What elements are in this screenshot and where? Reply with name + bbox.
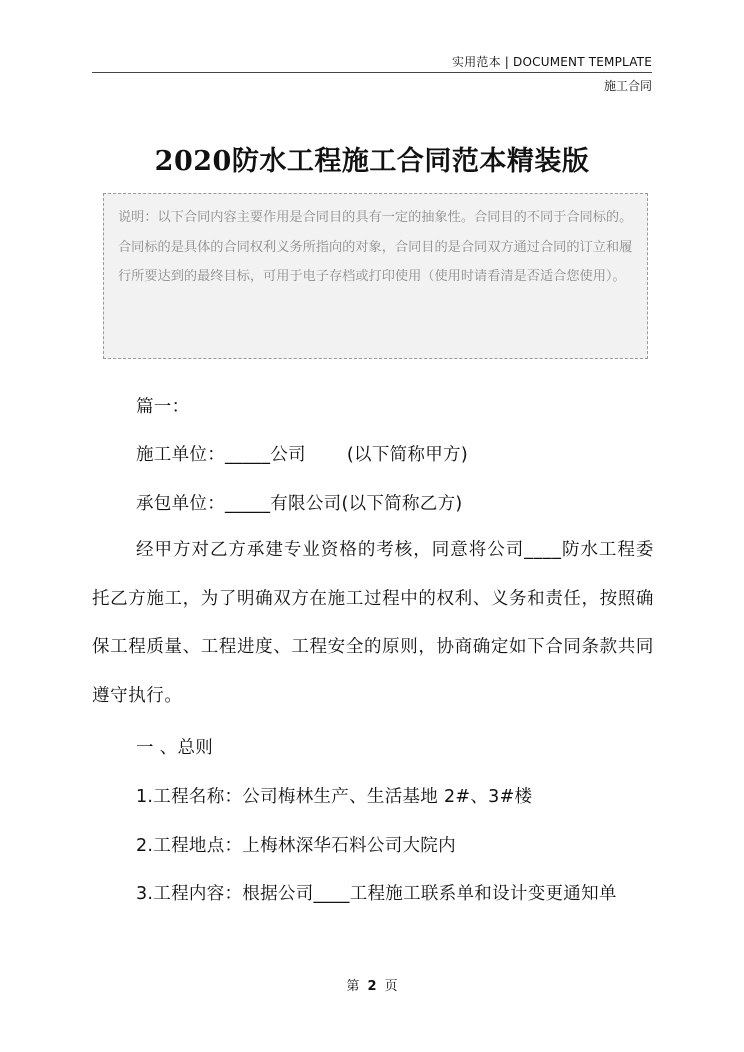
chapter-heading: 一 、总则: [136, 738, 214, 758]
header-subtitle: 施工合同: [603, 79, 652, 93]
footer-prefix: 第: [346, 979, 360, 994]
page-footer: [0, 975, 744, 994]
section-label: 篇一：: [136, 397, 190, 417]
footer-suffix: 页: [384, 979, 398, 994]
header-doc-template: 实用范本 | DOCUMENT TEMPLATE: [451, 55, 652, 69]
party-b-line: 承包单位：_____有限公司(以下简称乙方): [136, 494, 463, 514]
header-divider: [92, 72, 652, 73]
party-a-line: 施工单位：_____公司 (以下简称甲方): [136, 445, 468, 465]
document-title: 2020防水工程施工合同范本精装版: [154, 146, 590, 177]
intro-paragraph: 经甲方对乙方承建专业资格的考核，同意将公司____防水工程委托乙方施工，为了明确双方在施工过程中的权利、义务和责任，按照确保工程质量、工程进度、工程安全的原则，协商确定如下合同条款共同遵守执行。: [92, 540, 654, 706]
item-1: 1.工程名称：公司梅林生产、生活基地 2#、3#楼: [136, 787, 533, 807]
note-box: 说明：以下合同内容主要作用是合同目的具有一定的抽象性。合同目的不同于合同标的。合同标的是具体的合同权利义务所指向的对象，合同目的是合同双方通过合同的订立和履行所要达到的最终目标，可用于电子存档或打印使用（使用时请看清是否适合您使用）。: [103, 193, 648, 359]
page-number: 2: [367, 979, 377, 994]
item-3: 3.工程内容：根据公司____工程施工联系单和设计变更通知单: [136, 884, 617, 904]
item-2: 2.工程地点：上梅林深华石料公司大院内: [136, 836, 456, 856]
